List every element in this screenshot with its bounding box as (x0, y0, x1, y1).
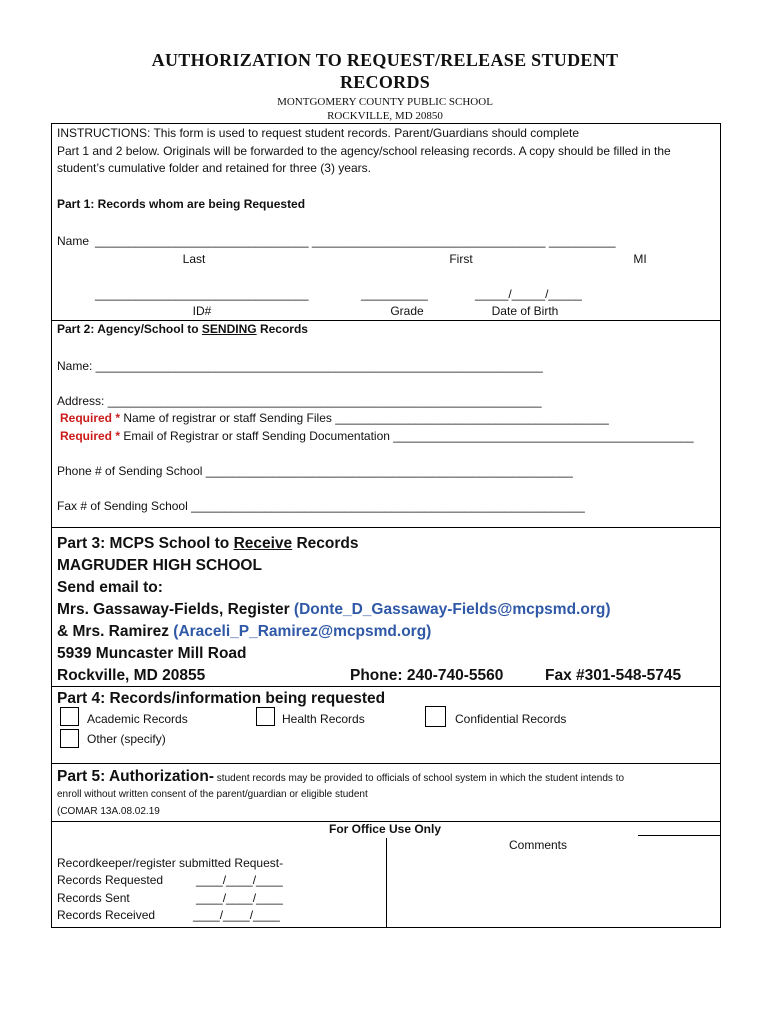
part1-heading: Part 1: Records whom are being Requested (57, 197, 306, 211)
contact-ramirez: & Mrs. Ramirez (Araceli_P_Ramirez@mcpsmd.org) (57, 623, 432, 640)
health-records-checkbox[interactable] (256, 707, 275, 726)
records-requested-date[interactable]: ____/____/____ (196, 873, 283, 887)
school-street: 5939 Muncaster Mill Road (57, 645, 247, 662)
sending-name-field[interactable]: Name: ___________________________________________________________________ (57, 359, 543, 373)
instructions-line3: student’s cumulative folder and retained for three (3) years. (57, 161, 371, 175)
divider-part5 (51, 763, 721, 764)
part2-heading: Part 2: Agency/School to SENDING Records (57, 322, 308, 336)
submitted-request-label: Recordkeeper/register submitted Request- (57, 856, 284, 870)
academic-records-label: Academic Records (87, 712, 188, 726)
send-email-label: Send email to: (57, 579, 163, 596)
name-label: Name (57, 234, 90, 248)
school-fax: Fax #301-548-5745 (545, 667, 682, 684)
divider-part4 (51, 686, 721, 687)
records-sent-label: Records Sent (57, 891, 130, 905)
instructions-line1: INSTRUCTIONS: This form is used to request student records. Parent/Guardians should complete (57, 126, 579, 140)
part5-line2: enroll without written consent of the parent/guardian or eligible student (57, 789, 368, 800)
part3-heading: Part 3: MCPS School to Receive Records (57, 535, 359, 552)
registrar-email-field[interactable]: Required * Email of Registrar or staff Sending Documentation _____________________________________________ (60, 429, 694, 443)
confidential-records-label: Confidential Records (455, 712, 567, 726)
divider-part2 (51, 320, 721, 321)
health-records-label: Health Records (282, 712, 365, 726)
ramirez-email-link[interactable]: (Araceli_P_Ramirez@mcpsmd.org) (173, 623, 432, 640)
student-id-field[interactable]: ________________________________ (95, 287, 309, 301)
school-phone: Phone: 240-740-5560 (350, 667, 504, 684)
org-city: ROCKVILLE, MD 20850 (327, 110, 443, 122)
records-received-date[interactable]: ____/____/____ (193, 908, 280, 922)
sending-fax-field[interactable]: Fax # of Sending School ___________________________________________________________ (57, 499, 585, 513)
comments-label: Comments (509, 838, 568, 852)
records-received-label: Records Received (57, 908, 156, 922)
sending-phone-field[interactable]: Phone # of Sending School _______________________________________________________ (57, 464, 573, 478)
divider-part3 (51, 527, 721, 528)
school-city: Rockville, MD 20855 (57, 667, 206, 684)
contact-gassaway: Mrs. Gassaway-Fields, Register (Donte_D_Gassaway-Fields@mcpsmd.org) (57, 601, 611, 618)
id-label: ID# (192, 304, 212, 318)
receiving-school: MAGRUDER HIGH SCHOOL (57, 557, 262, 574)
office-column-divider (386, 838, 387, 928)
first-label: First (449, 252, 473, 266)
registrar-name-field[interactable]: Required * Name of registrar or staff Sending Files _________________________________________ (60, 411, 609, 425)
form-title-line2: RECORDS (339, 72, 431, 92)
part4-heading: Part 4: Records/information being requested (57, 690, 386, 707)
instructions-line2: Part 1 and 2 below. Originals will be forwarded to the agency/school releasing records. A copy should be filled in the (57, 144, 671, 158)
office-use-heading: For Office Use Only (328, 822, 442, 836)
dob-field[interactable]: _____/_____/_____ (475, 287, 582, 301)
grade-field[interactable]: __________ (361, 287, 428, 301)
comments-area[interactable] (390, 855, 718, 925)
records-requested-label: Records Requested (57, 873, 164, 887)
org-name: MONTGOMERY COUNTY PUBLIC SCHOOL (277, 96, 493, 108)
other-records-checkbox[interactable] (60, 729, 79, 748)
last-label: Last (182, 252, 206, 266)
records-sent-date[interactable]: ____/____/____ (196, 891, 283, 905)
other-records-label: Other (specify) (87, 732, 166, 746)
student-name-field[interactable]: ________________________________ ___________________________________ __________ (95, 234, 616, 248)
form-title-line1: AUTHORIZATION TO REQUEST/RELEASE STUDENT (151, 50, 619, 70)
confidential-records-checkbox[interactable] (425, 706, 446, 727)
gassaway-email-link[interactable]: (Donte_D_Gassaway-Fields@mcpsmd.org) (293, 601, 611, 618)
sending-address-field[interactable]: Address: _________________________________________________________________ (57, 394, 542, 408)
academic-records-checkbox[interactable] (60, 707, 79, 726)
part5-comar: (COMAR 13A.08.02.19 (57, 806, 160, 817)
part5-statement: Part 5: Authorization- student records may be provided to officials of school system in which the student intends to (57, 768, 625, 785)
dob-label: Date of Birth (491, 304, 559, 318)
grade-label: Grade (390, 304, 424, 318)
mi-label: MI (633, 252, 647, 266)
